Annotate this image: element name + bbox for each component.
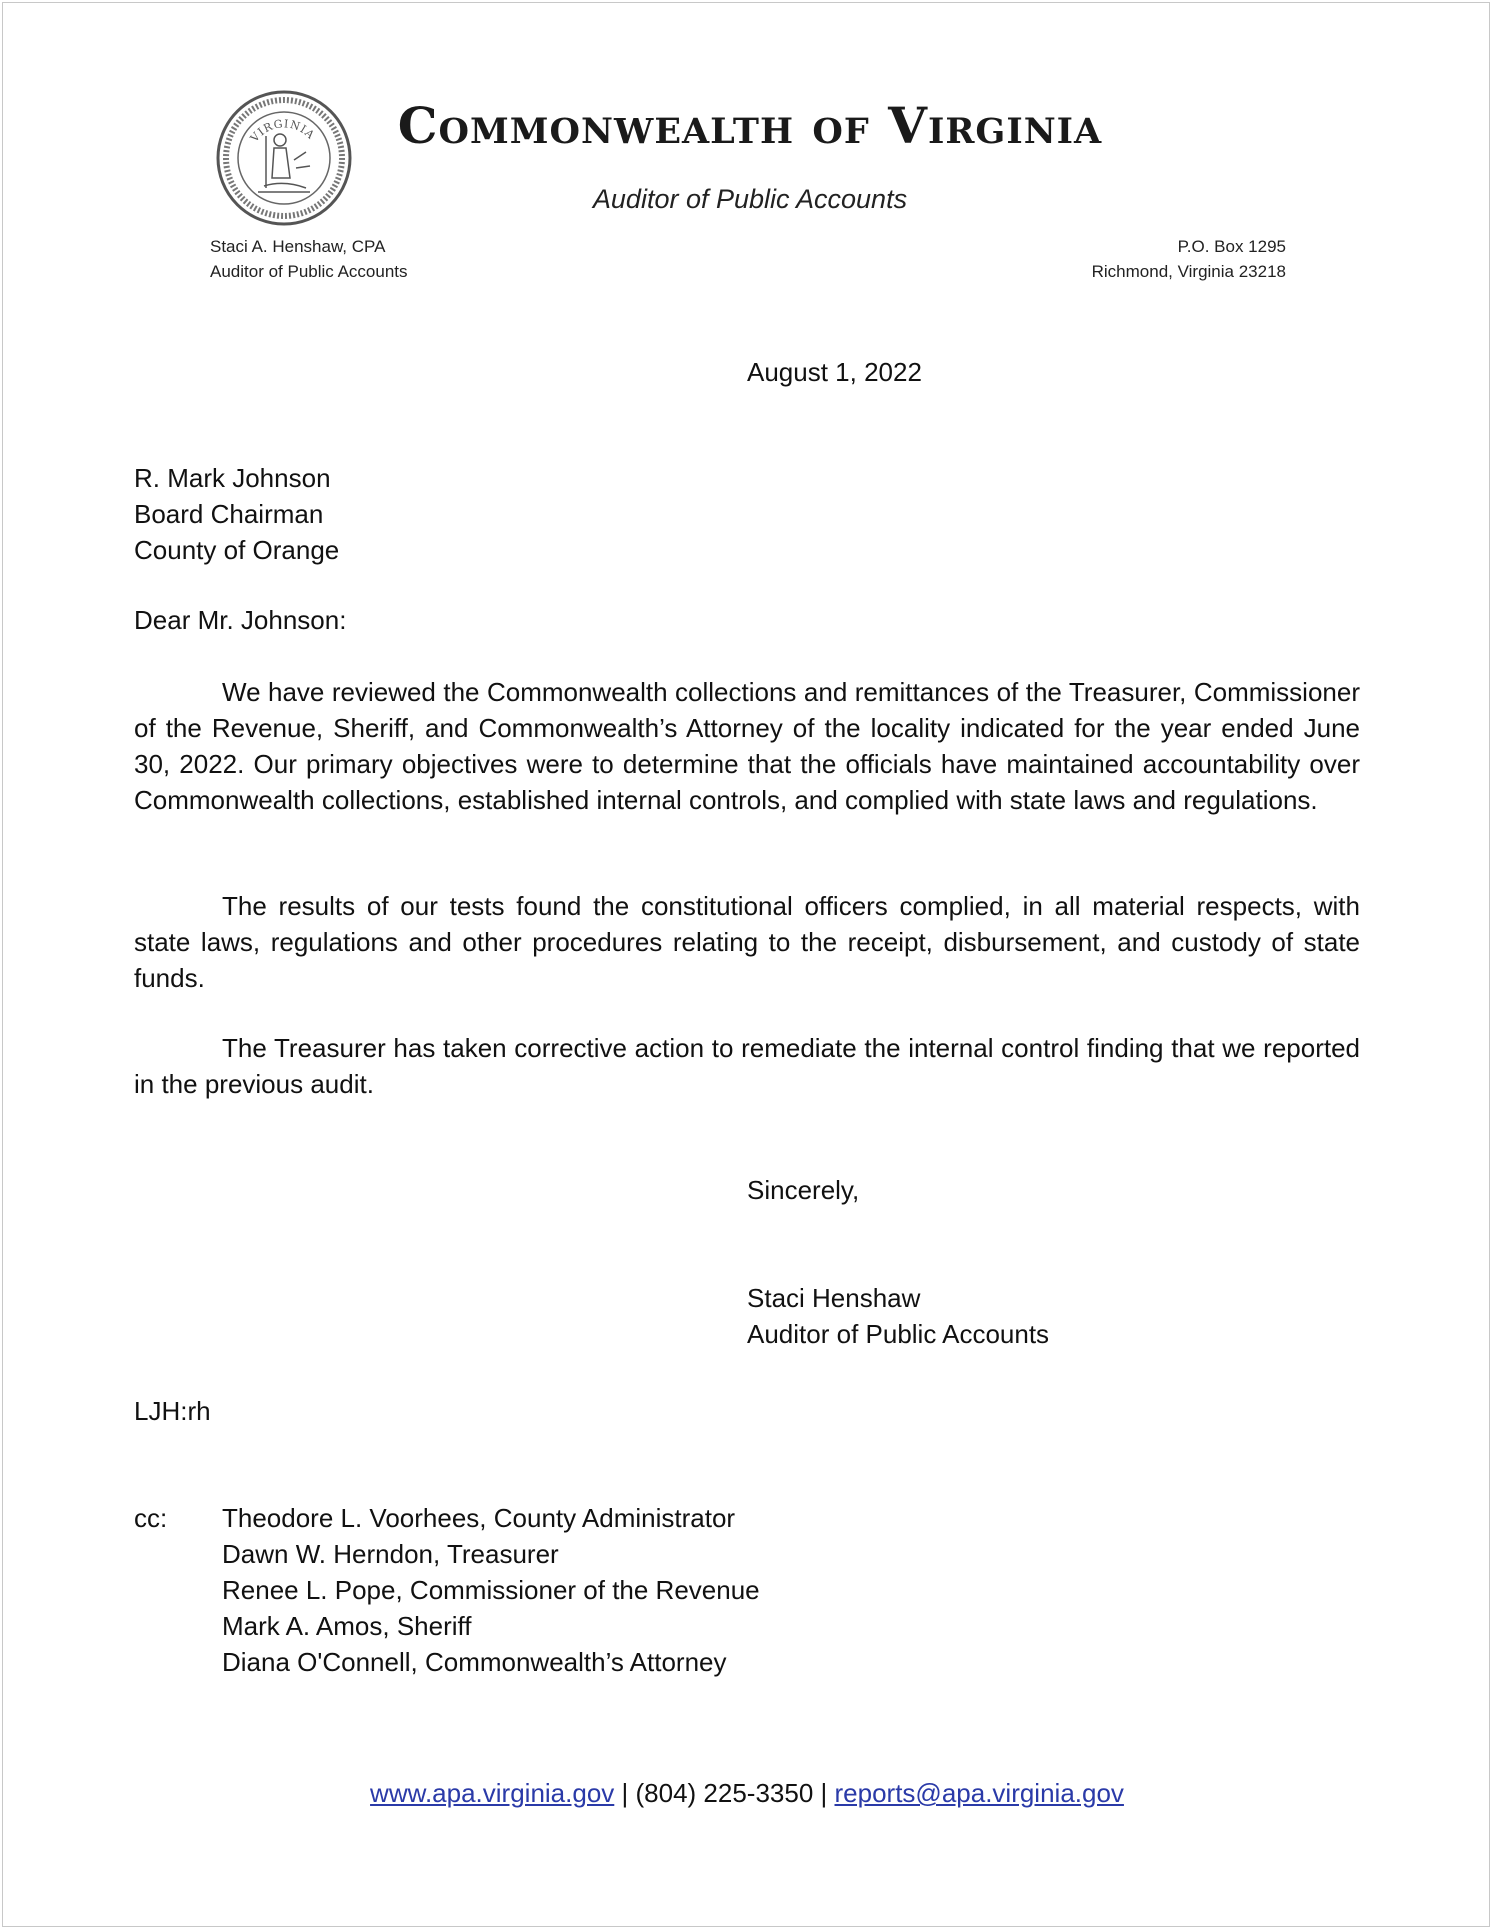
website-link[interactable]: www.apa.virginia.gov: [370, 1778, 615, 1808]
masthead-title: Commonwealth of Virginia: [397, 96, 1103, 155]
cc-item: Diana O'Connell, Commonwealth’s Attorney: [222, 1647, 727, 1677]
footer-separator: |: [614, 1778, 636, 1808]
recipient-title: Board Chairman: [134, 499, 324, 529]
svg-text:VIRGINIA: VIRGINIA: [247, 117, 318, 145]
email-link[interactable]: reports@apa.virginia.gov: [834, 1778, 1124, 1808]
cc-label: cc:: [134, 1503, 168, 1533]
closing: Sincerely,: [747, 1175, 860, 1205]
letter-date: August 1, 2022: [747, 357, 922, 387]
signer-name: Staci Henshaw: [747, 1283, 921, 1313]
footer-separator: |: [813, 1778, 835, 1808]
recipient-address: [134, 460, 339, 568]
cc-item: Theodore L. Voorhees, County Administrator: [222, 1503, 736, 1533]
recipient-organization: County of Orange: [134, 535, 340, 565]
body-paragraph-1: We have reviewed the Commonwealth collections and remittances of the Treasurer, Commissioner of the Revenue, Sheriff, and Commonwealth’s Attorney of the locality indicated for the year ended June 30, 2022. Our primary objectives were to determine that the officials have maintained accountability over Commonwealth collections, established internal controls, and complied with state laws and regulations.: [134, 677, 1360, 815]
salutation: Dear Mr. Johnson:: [134, 605, 347, 635]
body-paragraph-2: The results of our tests found the constitutional officers complied, in all material respects, with state laws, regulations and other procedures relating to the receipt, disbursement, and custody of state funds.: [134, 891, 1360, 993]
signature-block: [747, 1280, 1049, 1352]
auditor-title: Auditor of Public Accounts: [210, 262, 408, 281]
body-paragraph-3: The Treasurer has taken corrective action to remediate the internal control finding that we reported in the previous audit.: [134, 1033, 1360, 1099]
auditor-name: Staci A. Henshaw, CPA: [210, 237, 386, 256]
cc-item: Renee L. Pope, Commissioner of the Revenue: [222, 1575, 760, 1605]
header-left-block: [210, 234, 408, 284]
cc-item: Dawn W. Herndon, Treasurer: [222, 1539, 559, 1569]
masthead-subtitle: Auditor of Public Accounts: [592, 184, 908, 214]
header-right-block: [1092, 234, 1286, 284]
recipient-name: R. Mark Johnson: [134, 463, 331, 493]
virginia-seal: [214, 88, 354, 228]
footer: [0, 1778, 1494, 1809]
typist-initials: LJH:rh: [134, 1396, 211, 1426]
cc-list: [222, 1500, 760, 1680]
po-box: P.O. Box 1295: [1177, 237, 1286, 256]
signer-title: Auditor of Public Accounts: [747, 1319, 1050, 1349]
phone-number: (804) 225-3350: [635, 1778, 814, 1808]
cc-item: Mark A. Amos, Sheriff: [222, 1611, 472, 1641]
cc-block: [134, 1500, 760, 1680]
city-state-zip: Richmond, Virginia 23218: [1091, 262, 1286, 281]
